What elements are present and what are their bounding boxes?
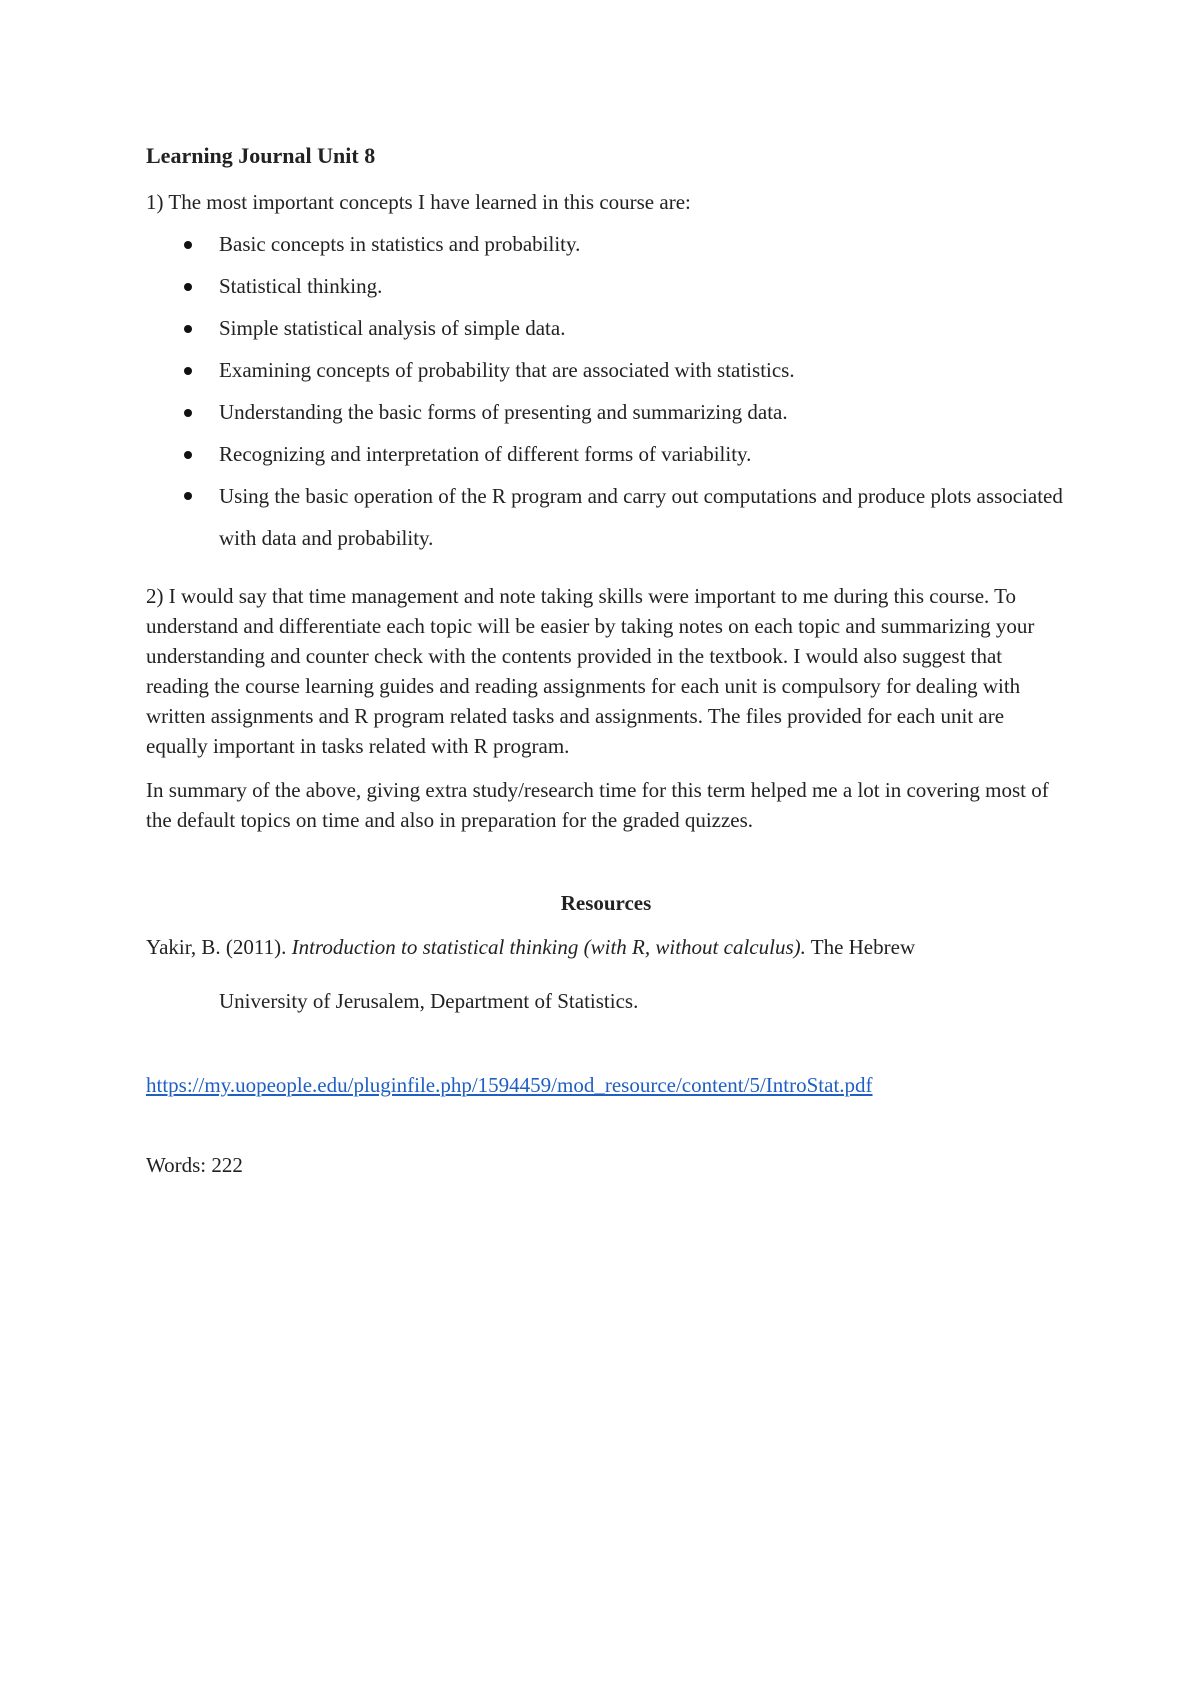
- list-item-text: Examining concepts of probability that are associated with statistics.: [219, 358, 795, 382]
- bullet-icon: [184, 492, 192, 500]
- bullet-icon: [184, 409, 192, 417]
- reference-entry: [146, 933, 1066, 961]
- reference-title: Introduction to statistical thinking (with R, without calculus).: [291, 935, 806, 959]
- resources-heading: Resources: [560, 891, 652, 915]
- question-1-intro: 1) The most important concepts I have learned in this course are:: [146, 190, 691, 214]
- list-item: [219, 230, 1066, 258]
- document-body: [146, 142, 1066, 1179]
- bullet-icon: [184, 451, 192, 459]
- list-item-text: Recognizing and interpretation of different forms of variability.: [219, 442, 752, 466]
- list-item-text: Understanding the basic forms of presenting and summarizing data.: [219, 400, 788, 424]
- concepts-list: [146, 230, 1066, 559]
- list-item: [219, 272, 1066, 300]
- bullet-icon: [184, 325, 192, 333]
- reference-prefix: Yakir, B. (2011).: [146, 935, 292, 959]
- bullet-icon: [184, 283, 192, 291]
- list-item: [219, 398, 1066, 426]
- reference-link[interactable]: https://my.uopeople.edu/pluginfile.php/1594459/mod_resource/content/5/IntroStat.pdf: [146, 1073, 873, 1097]
- question-2-paragraph: 2) I would say that time management and note taking skills were important to me during this course. To understand and differentiate each topic will be easier by taking notes on each topic and summarizing your understanding and counter check with the contents provided in the textbook. I would also suggest that reading the course learning guides and reading assignments for each unit is compulsory for dealing with written assignments and R program related tasks and assignments. The files provided for each unit are equally important in tasks related with R program.: [146, 584, 1035, 758]
- word-count: Words: 222: [146, 1153, 243, 1177]
- list-item-text: Statistical thinking.: [219, 274, 383, 298]
- list-item-text: Using the basic operation of the R program and carry out computations and produce plots associated with data and probability.: [219, 484, 1063, 550]
- list-item: [219, 356, 1066, 384]
- list-item: [219, 475, 1066, 559]
- list-item: [219, 440, 1066, 468]
- reference-continuation: University of Jerusalem, Department of Statistics.: [219, 989, 639, 1013]
- summary-paragraph: In summary of the above, giving extra study/research time for this term helped me a lot in covering most of the default topics on time and also in preparation for the graded quizzes.: [146, 778, 1049, 832]
- bullet-icon: [184, 367, 192, 375]
- list-item: [219, 314, 1066, 342]
- list-item-text: Basic concepts in statistics and probability.: [219, 232, 581, 256]
- bullet-icon: [184, 241, 192, 249]
- document-title: Learning Journal Unit 8: [146, 143, 376, 168]
- reference-suffix: The Hebrew: [805, 935, 916, 959]
- list-item-text: Simple statistical analysis of simple data.: [219, 316, 566, 340]
